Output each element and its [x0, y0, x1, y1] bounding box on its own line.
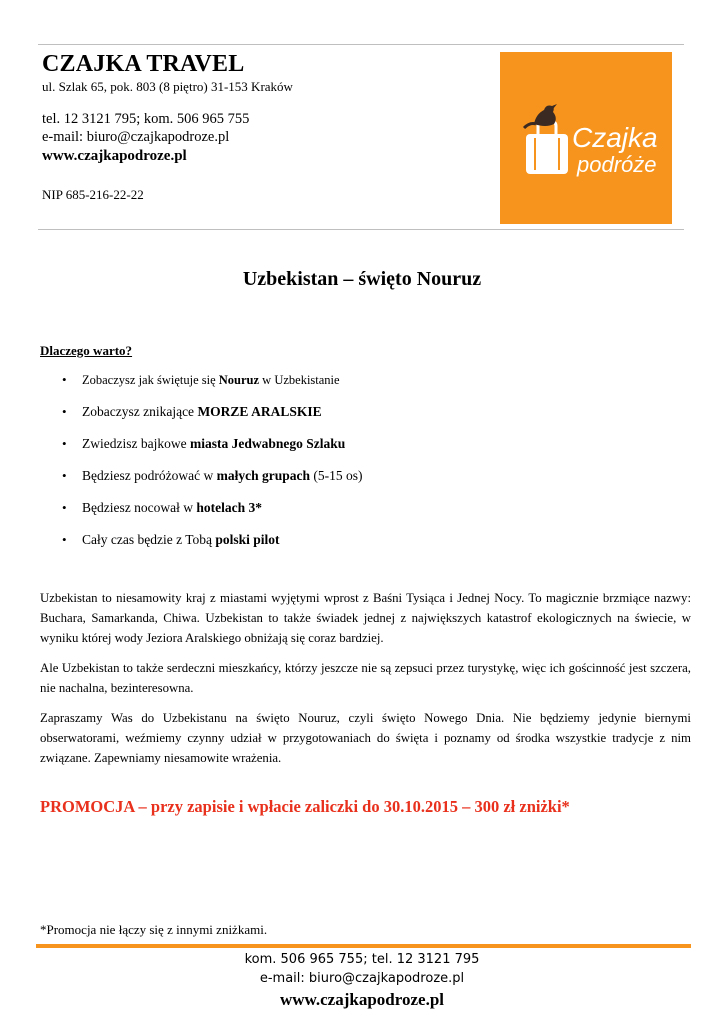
company-phone: tel. 12 3121 795; kom. 506 965 755	[42, 111, 250, 127]
benefit-text: (5-15 os)	[309, 468, 363, 483]
footer-website[interactable]: www.czajkapodroze.pl	[279, 990, 444, 1009]
benefit-highlight: miasta Jedwabnego Szlaku	[189, 436, 346, 451]
description	[40, 588, 691, 778]
paragraph: Ale Uzbekistan to także serdeczni mieszkańcy, którzy jeszcze nie są zepsuci przez turystykę, więc ich gościnność jest szczera, nie nachalna, bezinteresowna.	[40, 661, 691, 695]
list-item	[40, 524, 362, 556]
footnote: *Promocja nie łączy się z innymi zniżkami.	[40, 922, 268, 937]
footer	[0, 950, 724, 1012]
logo-text-line1: Czajka	[572, 122, 658, 153]
promo-text: PROMOCJA – przy zapisie i wpłacie zaliczki do 30.10.2015 – 300 zł zniżki*	[40, 797, 570, 816]
list-item	[40, 460, 362, 492]
list-item	[40, 428, 362, 460]
paragraph: Zapraszamy Was do Uzbekistanu na święto Nouruz, czyli święto Nowego Dnia. Nie będziemy jedynie biernymi obserwatorami, weźmiemy czynny udział w przygotowaniach do święta i poznamy od środka wszystkie tradycje z nim związane. Zapewniamy niesamowite wrażenia.	[40, 711, 691, 765]
bird-icon	[524, 104, 557, 128]
letterhead	[38, 44, 684, 230]
benefit-text: Zwiedzisz bajkowe	[82, 436, 190, 451]
footer-email: e-mail: biuro@czajkapodroze.pl	[259, 971, 465, 986]
benefit-text: Zobaczysz znikające	[82, 404, 198, 419]
page-title: Uzbekistan – święto Nouruz	[242, 268, 482, 290]
paragraph: Uzbekistan to niesamowity kraj z miastami wyjętymi wprost z Baśni Tysiąca i Jednej Nocy. To magicznie brzmiące nazwy: Buchara, Samarkanda, Chiwa. Uzbekistan to także świadek jednej z największych katastrof ekologicznych na świecie, w wyniku której wody Jeziora Aralskiego obniżają się coraz bardziej.	[40, 591, 691, 645]
company-website[interactable]: www.czajkapodroze.pl	[42, 148, 187, 164]
benefit-text: Będziesz podróżować w	[82, 468, 217, 483]
benefit-text: Będziesz nocował w	[82, 500, 197, 515]
suitcase-icon	[526, 122, 568, 174]
benefit-text: w Uzbekistanie	[259, 373, 340, 387]
list-item	[40, 396, 362, 428]
logo-text-line2: podróże	[577, 152, 657, 177]
benefit-text: Cały czas będzie z Tobą	[82, 532, 216, 547]
company-nip: NIP 685-216-22-22	[42, 187, 144, 202]
company-email: e-mail: biuro@czajkapodroze.pl	[42, 129, 230, 145]
benefit-highlight: Nouruz	[218, 373, 260, 387]
benefit-highlight: MORZE ARALSKIE	[197, 404, 322, 419]
list-item	[40, 492, 362, 524]
company-address: ul. Szlak 65, pok. 803 (8 piętro) 31-153 Kraków	[42, 79, 293, 94]
footer-phones: kom. 506 965 755; tel. 12 3121 795	[244, 952, 480, 967]
benefit-highlight: małych grupach	[216, 468, 310, 483]
company-name: CZAJKA TRAVEL	[42, 51, 245, 77]
benefits-list	[40, 364, 362, 556]
company-logo	[500, 52, 672, 224]
benefit-text: Zobaczysz jak świętuje się	[82, 373, 219, 387]
list-item	[40, 364, 362, 396]
footer-divider	[36, 944, 691, 948]
benefit-highlight: polski pilot	[215, 532, 280, 547]
benefit-highlight: hotelach 3*	[196, 500, 262, 515]
why-heading: Dlaczego warto?	[40, 343, 133, 358]
